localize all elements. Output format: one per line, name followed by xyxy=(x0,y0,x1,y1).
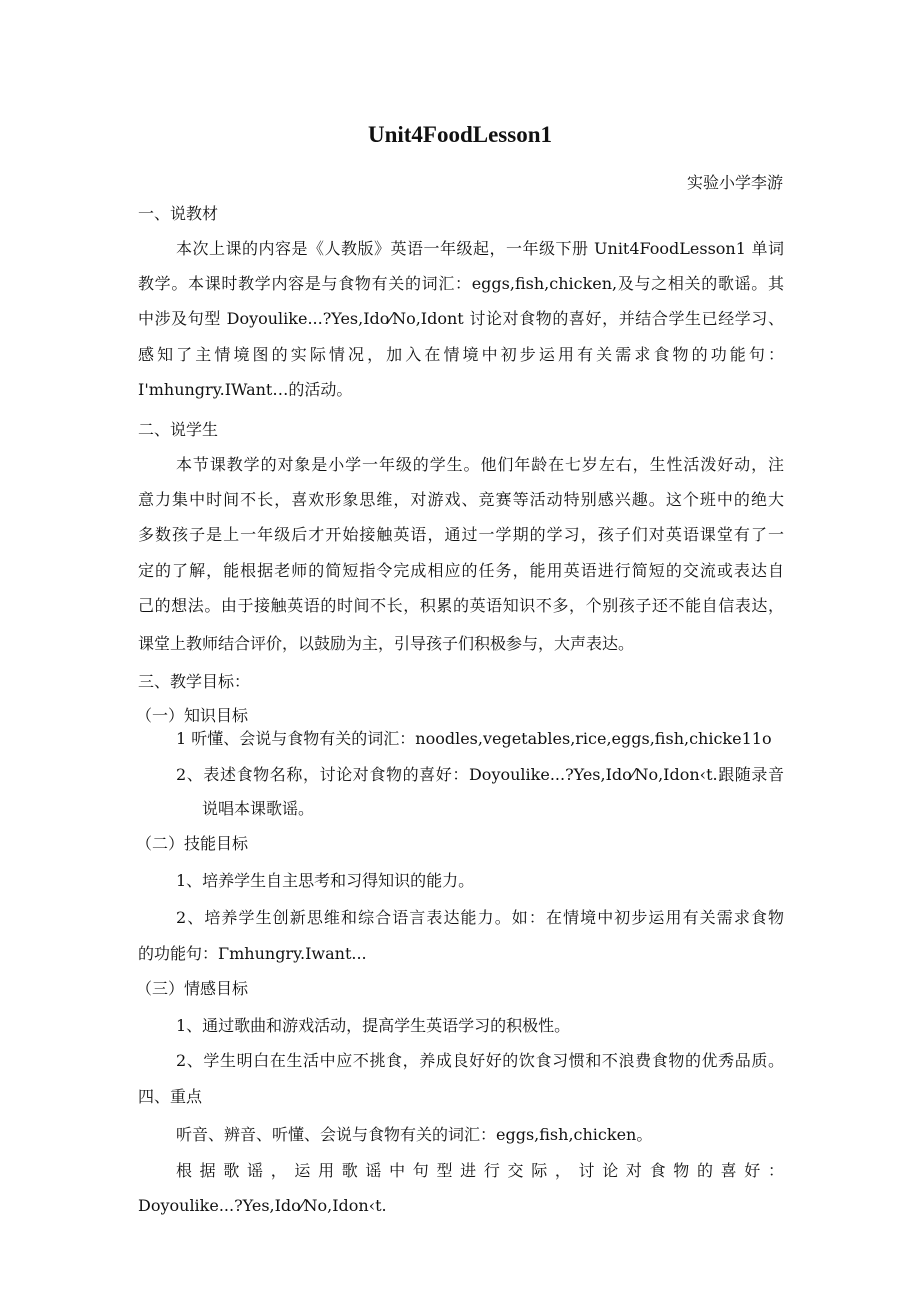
list-item: 2、培养学生创新思维和综合语言表达能力。如：在情境中初步运用有关需求食物 xyxy=(176,908,784,927)
section-heading-4: 四、重点 xyxy=(138,1087,203,1106)
paragraph-line: Doyoulike...?Yes,Ido⁄No,Idon‹t. xyxy=(138,1196,387,1215)
paragraph-line: 课堂上教师结合评价，以鼓励为主，引导孩子们积极参与，大声表达。 xyxy=(138,634,635,653)
paragraph-line: 中涉及句型 Doyoulike...?Yes,Ido⁄No,Idont 讨论对食物的喜好，并结合学生已经学习、 xyxy=(138,309,784,328)
paragraph-line: 感知了主情境图的实际情况，加入在情境中初步运用有关需求食物的功能句： xyxy=(138,345,784,364)
list-item: 2、表述食物名称，讨论对食物的喜好：Doyoulike...?Yes,Ido⁄No,Idon‹t.跟随录音 xyxy=(176,765,784,784)
document-title: Unit4FoodLesson1 xyxy=(367,122,553,147)
section-heading-3: 三、教学目标： xyxy=(138,672,251,691)
author-line: 实验小学李游 xyxy=(686,173,783,192)
list-item: 2、学生明白在生活中应不挑食，养成良好好的饮食习惯和不浪费食物的优秀品质。 xyxy=(176,1051,784,1070)
paragraph-line: 听音、辨音、听懂、会说与食物有关的词汇：eggs,fish,chicken。 xyxy=(176,1125,653,1144)
paragraph-line: 根据歌谣，运用歌谣中句型进行交际，讨论对食物的喜好： xyxy=(176,1161,784,1180)
paragraph-line: 定的了解，能根据老师的简短指令完成相应的任务，能用英语进行简短的交流或表达自 xyxy=(138,561,784,580)
subsection-heading: （三）情感目标 xyxy=(136,979,249,998)
paragraph-line: 教学。本课时教学内容是与食物有关的词汇：eggs,fish,chicken,及与之相关的歌谣。其 xyxy=(138,274,784,293)
section-heading-1: 一、说教材 xyxy=(138,204,219,223)
section-heading-2: 二、说学生 xyxy=(138,420,219,439)
paragraph-line: 本次上课的内容是《人教版》英语一年级起，一年级下册 Unit4FoodLesson1 单词 xyxy=(176,239,784,258)
subsection-heading: （一）知识目标 xyxy=(136,706,249,725)
list-item: 1、培养学生自主思考和习得知识的能力。 xyxy=(176,871,475,890)
list-item-continuation: 说唱本课歌谣。 xyxy=(202,799,315,818)
paragraph-line: 意力集中时间不长，喜欢形象思维，对游戏、竞赛等活动特别感兴趣。这个班中的绝大 xyxy=(138,490,784,509)
paragraph-line: I'mhungry.IWant…的活动。 xyxy=(138,380,353,399)
paragraph-line: 多数孩子是上一年级后才开始接触英语，通过一学期的学习，孩子们对英语课堂有了一 xyxy=(138,525,784,544)
subsection-heading: （二）技能目标 xyxy=(136,834,249,853)
list-item: 1 听懂、会说与食物有关的词汇：noodles,vegetables,rice,eggs,fish,chicke11o xyxy=(176,729,772,748)
paragraph-line: 本节课教学的对象是小学一年级的学生。他们年龄在七岁左右，生性活泼好动，注 xyxy=(176,455,784,474)
list-item-continuation: 的功能句：Γmhungry.Iwant... xyxy=(138,944,367,963)
paragraph-line: 己的想法。由于接触英语的时间不长，积累的英语知识不多，个别孩子还不能自信表达， xyxy=(138,596,784,615)
list-item: 1、通过歌曲和游戏活动，提高学生英语学习的积极性。 xyxy=(176,1016,571,1035)
